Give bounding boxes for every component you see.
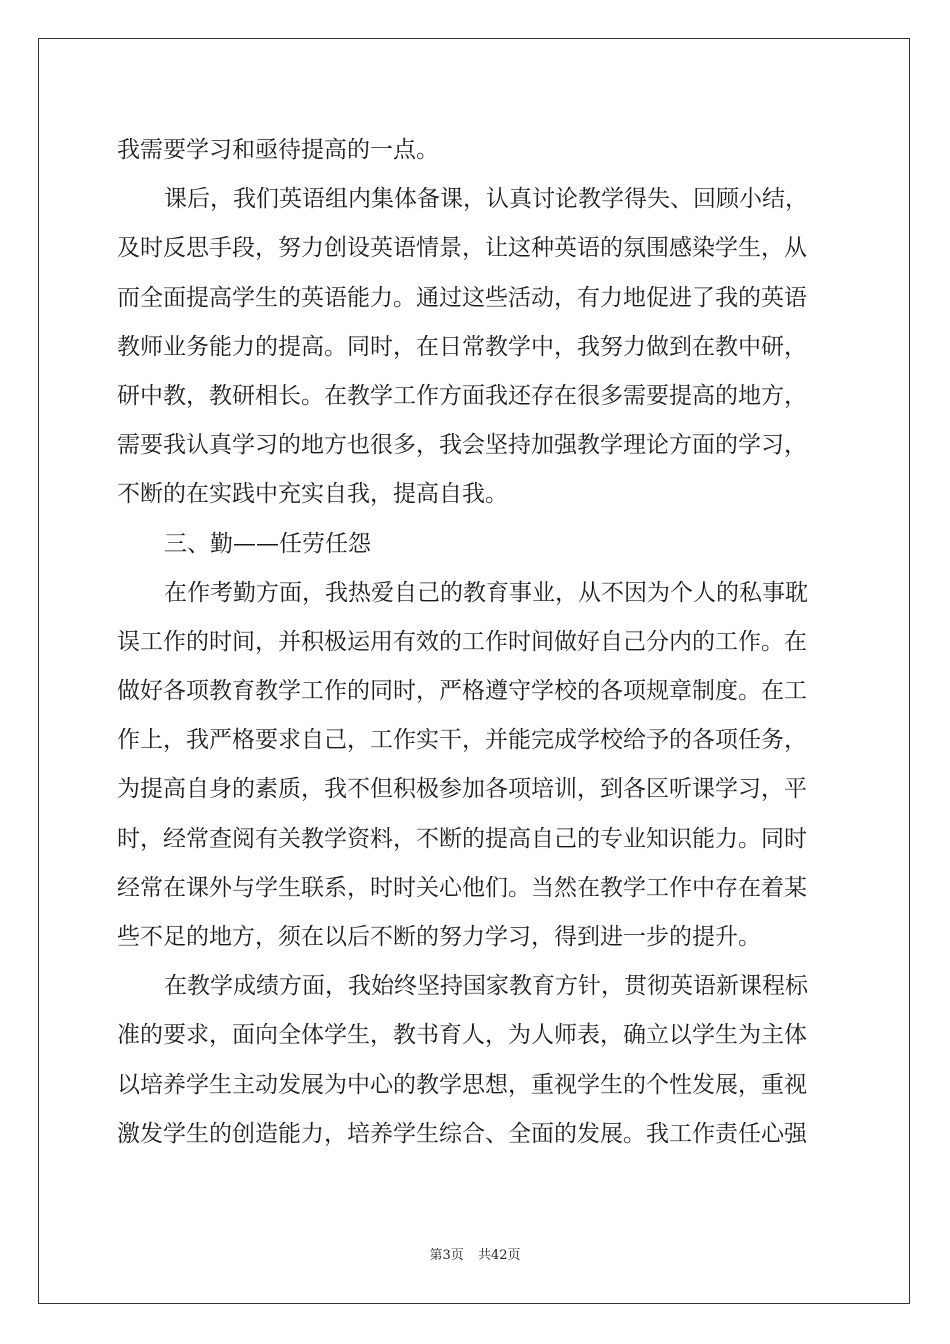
document-body: [117, 126, 837, 1159]
page-footer: [0, 1246, 950, 1266]
section-heading: 三、勤——任劳任怨: [164, 530, 371, 557]
paragraph-line: 作上，我严格要求自己，工作实干，并能完成学校给予的各项任务，: [117, 727, 807, 754]
paragraph-line: 经常在课外与学生联系，时时关心他们。当然在教学工作中存在着某: [117, 874, 807, 901]
page-total: 共42页: [477, 1248, 521, 1263]
paragraph-line: 激发学生的创造能力，培养学生综合、全面的发展。我工作责任心强: [117, 1120, 807, 1147]
paragraph-line: 些不足的地方，须在以后不断的努力学习，得到进一步的提升。: [117, 924, 761, 950]
paragraph-line: 需要我认真学习的地方也很多，我会坚持加强教学理论方面的学习，: [117, 432, 807, 459]
paragraph-line: 做好各项教育教学工作的同时，严格遵守学校的各项规章制度。在工: [117, 678, 807, 705]
paragraph-line: 误工作的时间，并积极运用有效的工作时间做好自己分内的工作。在: [117, 628, 807, 655]
paragraph-line: 我需要学习和亟待提高的一点。: [117, 137, 439, 163]
paragraph-line: 而全面提高学生的英语能力。通过这些活动，有力地促进了我的英语: [117, 284, 807, 311]
paragraph-line: 时，经常查阅有关教学资料，不断的提高自己的专业知识能力。同时: [117, 825, 807, 852]
paragraph-line: 准的要求，面向全体学生，教书育人，为人师表，确立以学生为主体: [117, 1022, 807, 1049]
paragraph-line: 为提高自身的素质，我不但积极参加各项培训，到各区听课学习，平: [117, 776, 807, 803]
paragraph-line: 不断的在实践中充实自我，提高自我。: [117, 481, 508, 508]
paragraph-line: 在教学成绩方面，我始终坚持国家教育方针，贯彻英语新课程标: [164, 973, 808, 1000]
paragraph-line: 在作考勤方面，我热爱自己的教育事业，从不因为个人的私事耽: [164, 579, 808, 606]
paragraph-line: 研中教，教研相长。在教学工作方面我还存在很多需要提高的地方，: [117, 382, 807, 409]
paragraph-line: 教师业务能力的提高。同时，在日常教学中，我努力做到在教中研，: [117, 333, 807, 360]
paragraph-line: 以培养学生主动发展为中心的教学思想，重视学生的个性发展，重视: [117, 1071, 807, 1098]
paragraph-line: 及时反思手段，努力创设英语情景，让这种英语的氛围感染学生，从: [117, 235, 807, 262]
paragraph-line: 课后，我们英语组内集体备课，认真讨论教学得失、回顾小结，: [164, 186, 808, 213]
page-number: 第3页: [429, 1248, 464, 1263]
